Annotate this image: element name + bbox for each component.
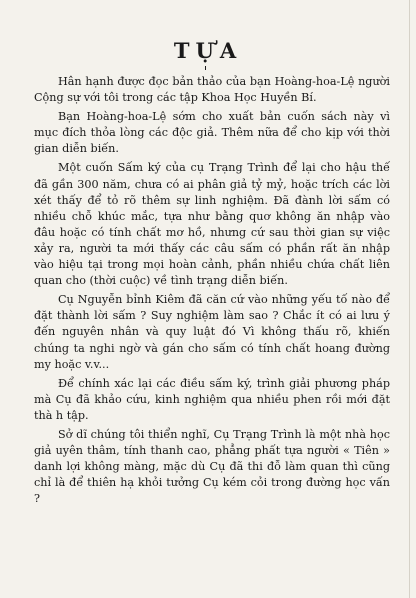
title-underline xyxy=(205,66,206,70)
paragraph: Sở dĩ chúng tôi thiển nghĩ, Cụ Trạng Trình là một nhà học giả uyên thâm, tính thanh cao, phẳng phất tựa người « Tiên » danh lợi không màng, mặc dù Cụ đã thi đỗ làm quan thì cũng chỉ là để thiên hạ khỏi tưởng Cụ kém cỏi trong đường học vấn ? xyxy=(34,427,390,506)
paragraph: Một cuốn Sấm ký của cụ Trạng Trình để lại cho hậu thế đã gần 300 năm, chưa có ai phân giả tỷ mỷ, hoặc trích các lời xét thấy để tỏ rõ thêm sự linh nghiệm. Đã đành lời sấm có nhiều chỗ khúc mắc, tựa như bằng quơ không ăn nhập vào đâu hoặc có tính chất mơ hồ, nhưng cứ sau thời gian sự việc xảy ra, người ta mới thấy các câu sấm có phần rất ăn nhập vào hiệu tại trong mọi hoàn cảnh, phần nhiều chứa chất liên quan cho (thời cuộc) về tình trạng diễn biến. xyxy=(34,161,390,288)
paragraph: Cụ Nguyễn bỉnh Kiêm đã căn cứ vào những yếu tố nào để đặt thành lời sấm ? Suy nghiệm làm sao ? Chắc ít có ai lưu ý đến nguyên nhân và quy luật đó Vì không thấu rõ, khiến chúng ta nghi ngờ và gán cho sấm có tính chất hoang đường my hoặc v.v... xyxy=(34,293,390,371)
page-title: TỰA xyxy=(173,38,243,63)
paragraph: Hân hạnh được đọc bản thảo của bạn Hoàng-hoa-Lệ người Cộng sự với tôi trong các tập Khoa Học Huyền Bí. xyxy=(34,75,390,105)
paragraph: Để chính xác lại các điều sấm ký, trình giải phương pháp mà Cụ đã khảo cứu, kinh nghiệm qua nhiều phen rồi mới đặt thà h tập. xyxy=(34,376,390,422)
document-body xyxy=(34,74,390,510)
page-edge xyxy=(409,0,410,598)
paragraph: Bạn Hoàng-hoa-Lệ sớm cho xuất bản cuốn sách này vì mục đích thỏa lòng các độc giả. Thêm nữa để cho kịp với thời gian diễn biến. xyxy=(34,110,390,156)
